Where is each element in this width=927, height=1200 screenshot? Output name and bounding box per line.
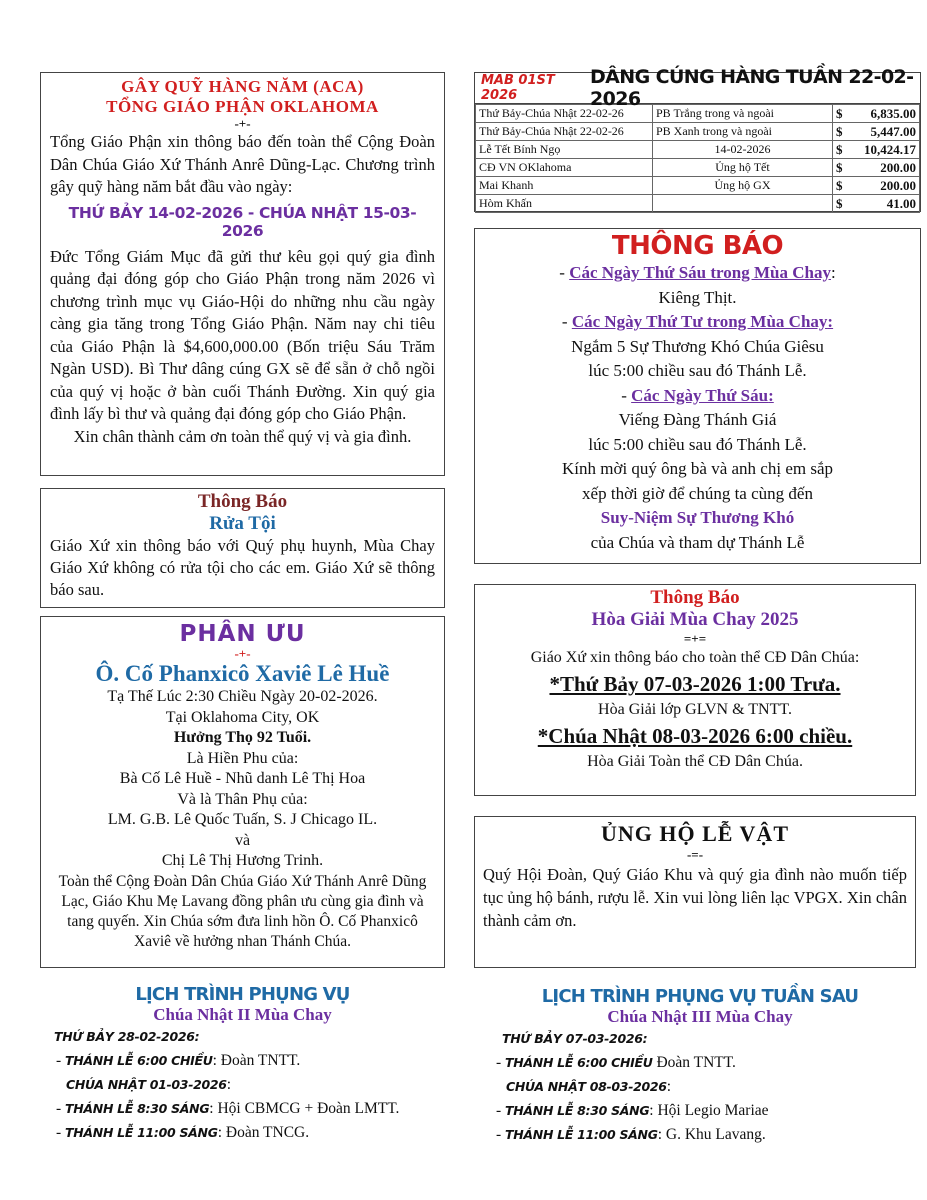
offering-source: CĐ VN OKlahoma xyxy=(476,159,653,177)
baptism-body: Giáo Xứ xin thông báo với Quý phụ huynh, Mùa Chay Giáo Xứ không có rửa tội cho các em. Giáo Xứ sẽ thông báo sau. xyxy=(50,536,435,599)
lent-invite1: Kính mời quý ông bà và anh chị em sắp xyxy=(561,459,834,478)
schedule-row: - THÁNH LỄ 8:30 SÁNG: Hội Legio Mariae xyxy=(496,1102,769,1119)
aca-intro: Tổng Giáo Phận xin thông báo đến toàn thể Cộng Đoàn Dân Chúa Giáo Xứ Thánh Anrê Dũng-Lạc. Chương trình gây quỹ hàng năm bắt đầu vào ngày: xyxy=(50,132,435,196)
offering-description: Ủng hộ GX xyxy=(653,177,833,195)
baptism-title: Rửa Tội xyxy=(209,513,276,534)
offering-amount xyxy=(833,177,920,195)
mab-label: MAB 01ST 2026 xyxy=(481,73,555,103)
aca-title: GÂY QUỸ HÀNG NĂM (ACA) xyxy=(121,77,364,96)
offering-amount xyxy=(833,195,920,213)
reconciliation-intro: Giáo Xứ xin thông báo cho toàn thể CĐ Dân Chúa: xyxy=(530,649,860,666)
offering-source: Hòm Khấn xyxy=(476,195,653,213)
condolence-closing: Toàn thể Cộng Đoàn Dân Chúa Giáo Xứ Thánh Anrê Dũng Lạc, Giáo Khu Mẹ Lavang đồng phân ưu cùng gia đình và tang quyến. Xin Chúa sớm đưa linh hồn Ô. Cố Phanxicô Xaviê về hưởng nhan Thánh Chúa. xyxy=(58,872,427,950)
support-separator: -=- xyxy=(686,847,704,862)
offering-row xyxy=(476,177,920,195)
liturgy-schedule-current xyxy=(40,984,445,1145)
amount-value: 6,835.00 xyxy=(870,105,916,121)
lent-closing: của Chúa và tham dự Thánh Lễ xyxy=(590,532,805,552)
condolence-line: LM. G.B. Lê Quốc Tuấn, S. J Chicago IL. xyxy=(107,811,378,828)
offering-row xyxy=(476,195,920,213)
currency-symbol: $ xyxy=(836,159,843,175)
schedule-sunday: CHÚA NHẬT 01-03-2026: xyxy=(66,1076,231,1093)
support-title: ỦNG HỘ LỄ VẬT xyxy=(600,821,789,846)
condolence-announcement xyxy=(40,616,445,968)
lent-suy-niem: Suy-Niệm Sự Thương Khó xyxy=(600,508,795,527)
offering-description: PB Xanh trong và ngoài xyxy=(653,123,833,141)
offering-description xyxy=(653,195,833,213)
amount-value: 10,424.17 xyxy=(864,141,916,157)
offering-amount xyxy=(833,123,920,141)
offering-amount xyxy=(833,159,920,177)
offering-row xyxy=(476,141,920,159)
condolence-line: Tạ Thế Lúc 2:30 Chiều Ngày 20-02-2026. xyxy=(107,688,378,705)
currency-symbol: $ xyxy=(836,177,843,193)
condolence-separator: -+- xyxy=(234,646,251,661)
lent-announcement xyxy=(474,228,921,564)
offerings-title: DÂNG CÚNG HÀNG TUẦN 22-02-2026 xyxy=(590,66,914,110)
condolence-line: Và là Thân Phụ của: xyxy=(177,790,308,808)
reconciliation-separator: =+= xyxy=(683,631,707,646)
offering-source: Lễ Tết Bính Ngọ xyxy=(476,141,653,159)
amount-value: 41.00 xyxy=(886,195,916,211)
offering-row xyxy=(476,159,920,177)
lent-item3-line2: lúc 5:00 chiều sau đó Thánh Lễ. xyxy=(588,434,807,454)
schedule-saturday: THỨ BẢY 28-02-2026: xyxy=(54,1029,200,1044)
liturgy-schedule-next xyxy=(490,986,910,1147)
schedule-next-sunday: CHÚA NHẬT 08-03-2026: xyxy=(506,1078,671,1095)
lent-item3: - Các Ngày Thứ Sáu: xyxy=(621,385,774,405)
offering-source: Mai Khanh xyxy=(476,177,653,195)
schedule-title: LỊCH TRÌNH PHỤNG VỤ xyxy=(135,984,350,1005)
condolence-line: Là Hiền Phu của: xyxy=(186,749,299,767)
weekly-offerings xyxy=(474,66,921,212)
condolence-line: Chị Lê Thị Hương Trinh. xyxy=(161,852,324,869)
offering-description: 14-02-2026 xyxy=(653,141,833,159)
reconciliation-date2: *Chúa Nhật 08-03-2026 6:00 chiều. xyxy=(537,724,853,748)
currency-symbol: $ xyxy=(836,105,843,121)
currency-symbol: $ xyxy=(836,141,843,157)
lent-item1: - Các Ngày Thứ Sáu trong Mùa Chay: xyxy=(559,263,836,282)
schedule-row: - THÁNH LỄ 11:00 SÁNG: G. Khu Lavang. xyxy=(496,1126,766,1143)
reconciliation-desc2: Hòa Giải Toàn thể CĐ Dân Chúa. xyxy=(587,753,803,770)
lent-item2-label: Các Ngày Thứ Tư trong Mùa Chay xyxy=(571,312,828,331)
offerings-header xyxy=(475,66,920,110)
offering-source: Thứ Bảy-Chúa Nhật 22-02-26 xyxy=(476,105,653,123)
currency-symbol: $ xyxy=(836,123,843,139)
deceased-name: Ô. Cố Phanxicô Xaviê Lê Huề xyxy=(95,661,390,686)
reconciliation-heading: Thông Báo xyxy=(650,587,740,608)
lent-item3-line1: Viếng Đàng Thánh Giá xyxy=(618,410,777,429)
schedule-next-subtitle: Chúa Nhật III Mùa Chay xyxy=(607,1007,793,1026)
aca-dates: THỨ BẢY 14-02-2026 - CHÚA NHẬT 15-03-2026 xyxy=(68,203,417,240)
schedule-row: - THÁNH LỄ 6:00 CHIỀU Đoàn TNTT. xyxy=(496,1054,736,1071)
lent-item1-label: Các Ngày Thứ Sáu trong Mùa Chay xyxy=(569,263,831,282)
condolence-line: và xyxy=(234,831,251,849)
offering-description: Ủng hộ Tết xyxy=(653,159,833,177)
amount-value: 5,447.00 xyxy=(870,123,916,139)
aca-subtitle: TỔNG GIÁO PHẬN OKLAHOMA xyxy=(106,97,379,116)
schedule-next-title: LỊCH TRÌNH PHỤNG VỤ TUẦN SAU xyxy=(541,986,859,1007)
lent-item2: - Các Ngày Thứ Tư trong Mùa Chay: xyxy=(561,312,834,331)
offerings-table xyxy=(475,104,920,213)
offering-source: Thứ Bảy-Chúa Nhật 22-02-26 xyxy=(476,123,653,141)
reconciliation-date1: *Thứ Bảy 07-03-2026 1:00 Trưa. xyxy=(549,672,841,696)
amount-value: 200.00 xyxy=(880,177,916,193)
lent-item2-line2: lúc 5:00 chiều sau đó Thánh Lễ. xyxy=(588,361,807,380)
aca-separator: -+- xyxy=(234,116,251,131)
condolence-title: PHÂN ƯU xyxy=(179,621,306,647)
schedule-row: - THÁNH LỄ 8:30 SÁNG: Hội CBMCG + Đoàn LMTT. xyxy=(56,1100,400,1117)
offering-amount xyxy=(833,141,920,159)
condolence-line: Tại Oklahoma City, OK xyxy=(165,708,320,726)
currency-symbol: $ xyxy=(836,195,843,211)
baptism-announcement xyxy=(40,488,445,608)
lent-item1-text: Kiêng Thịt. xyxy=(658,287,737,307)
condolence-line: Hưởng Thọ 92 Tuổi. xyxy=(173,729,312,746)
aca-body: Đức Tổng Giám Mục đã gửi thư kêu gọi quý gia đình quảng đại đóng góp cho Giáo Phận trong năm 2026 vì chương trình mục vụ Giáo-Hội do những nhu cầu ngày càng gia tăng trong Tổng Giáo Phận. Năm nay chi tiêu của Giáo Phận là $4,600,000.00 (Bốn triệu Sáu Trăm Ngàn USD). Bì Thư dâng cúng GX sẽ để sẵn ở chỗ ngồi của quý vị hoặc ở bàn cuối Thánh Đường. Xin quý gia đình lấy bì thư và quảng đại đóng góp cho Giáo Phận. xyxy=(50,246,435,423)
lent-title: THÔNG BÁO xyxy=(611,231,784,261)
reconciliation-title: Hòa Giải Mùa Chay 2025 xyxy=(591,609,799,630)
aca-announcement xyxy=(40,72,445,476)
lent-item3-label: Các Ngày Thứ Sáu xyxy=(631,385,769,405)
aca-thanks: Xin chân thành cảm ơn toàn thể quý vị và gia đình. xyxy=(73,426,412,446)
offering-description: PB Trắng trong và ngoài xyxy=(653,105,833,123)
schedule-row: - THÁNH LỄ 11:00 SÁNG: Đoàn TNCG. xyxy=(56,1124,310,1141)
lent-item2-line1: Ngắm 5 Sự Thương Khó Chúa Giêsu xyxy=(571,336,824,356)
offering-support xyxy=(474,816,916,968)
schedule-next-saturday: THỨ BẢY 07-03-2026: xyxy=(502,1031,648,1046)
reconciliation-announcement xyxy=(474,584,916,796)
offering-row xyxy=(476,123,920,141)
schedule-row: - THÁNH LỄ 6:00 CHIỀU: Đoàn TNTT. xyxy=(56,1052,301,1069)
reconciliation-desc1: Hòa Giải lớp GLVN & TNTT. xyxy=(598,701,792,718)
condolence-line: Bà Cố Lê Huề - Nhũ danh Lê Thị Hoa xyxy=(119,770,366,787)
support-body: Quý Hội Đoàn, Quý Giáo Khu và quý gia đình nào muốn tiếp tục ủng hộ bánh, rượu lễ. Xin vui lòng liên lạc VPGX. Xin chân thành cảm ơn. xyxy=(483,865,907,930)
lent-invite2: xếp thời giờ để chúng ta cùng đến xyxy=(582,483,813,503)
schedule-subtitle: Chúa Nhật II Mùa Chay xyxy=(153,1005,332,1024)
baptism-heading: Thông Báo xyxy=(197,491,288,512)
amount-value: 200.00 xyxy=(880,159,916,175)
